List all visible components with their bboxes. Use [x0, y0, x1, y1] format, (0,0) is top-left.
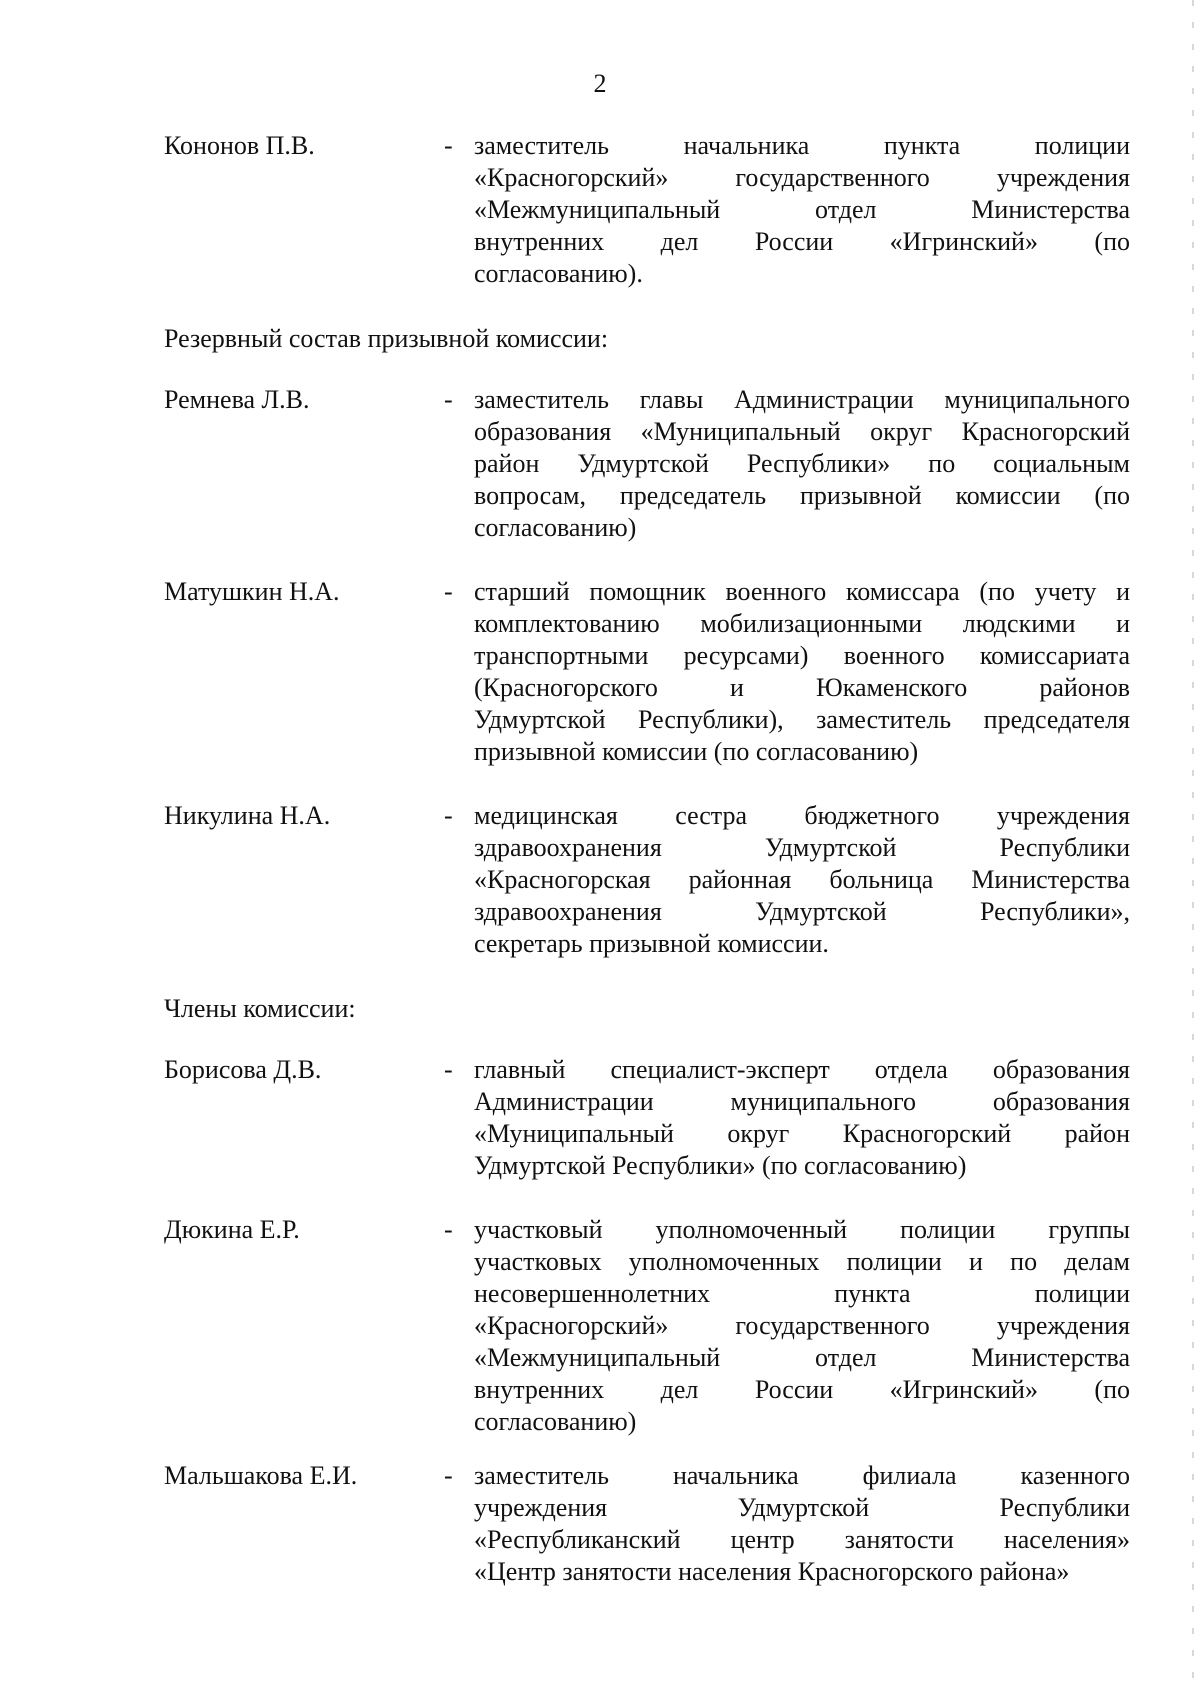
person-name: Ремнева Л.В. [164, 385, 310, 414]
description-line: старший помощник военного комиссара (по учету и [474, 577, 1130, 606]
description-line: согласованию) [474, 1407, 637, 1436]
person-name: Матушкин Н.А. [164, 577, 340, 606]
dash-separator: - [444, 131, 453, 160]
person-name: Кононов П.В. [164, 131, 315, 160]
reserve-heading: Резервный состав призывной комиссии: [164, 324, 609, 353]
description-line: «Центр занятости населения Красногорского района» [474, 1557, 1070, 1586]
description-line: «Красногорская районная больница Министерства [474, 865, 1130, 894]
description-line: согласованию). [474, 259, 643, 288]
description-line: заместитель начальника филиала казенного [474, 1461, 1130, 1490]
position-description [474, 384, 1130, 544]
description-line: призывной комиссии (по согласованию) [474, 737, 919, 766]
description-line: Администрации муниципального образования [474, 1087, 1130, 1116]
dash-separator: - [444, 577, 453, 606]
dash-separator: - [444, 1461, 453, 1490]
dash-separator: - [444, 801, 453, 830]
description-line: «Межмуниципальный отдел Министерства [474, 195, 1130, 224]
description-line: секретарь призывной комиссии. [474, 929, 829, 958]
description-line: «Межмуниципальный отдел Министерства [474, 1343, 1130, 1372]
person-name: Мальшакова Е.И. [164, 1461, 358, 1490]
description-line: согласованию) [474, 513, 637, 542]
position-description [474, 800, 1130, 960]
description-line: образования «Муниципальный округ Красногорский [474, 417, 1130, 446]
description-line: здравоохранения Удмуртской Республики», [474, 897, 1130, 926]
description-line: несовершеннолетних пункта полиции [474, 1279, 1130, 1308]
position-description [474, 576, 1130, 768]
page-number: 2 [593, 69, 607, 98]
position-description [474, 1214, 1130, 1438]
position-description [474, 1460, 1130, 1588]
description-line: участковых уполномоченных полиции и по делам [474, 1247, 1130, 1276]
description-line: район Удмуртской Республики» по социальным [474, 449, 1130, 478]
description-line: комплектованию мобилизационными людскими и [474, 609, 1130, 638]
person-name: Дюкина Е.Р. [164, 1215, 300, 1244]
dash-separator: - [444, 385, 453, 414]
description-line: «Красногорский» государственного учреждения [474, 1311, 1130, 1340]
dash-separator: - [444, 1215, 453, 1244]
description-line: Удмуртской Республики» (по согласованию) [474, 1151, 967, 1180]
description-line: Удмуртской Республики), заместитель председателя [474, 705, 1130, 734]
description-line: «Муниципальный округ Красногорский район [474, 1119, 1130, 1148]
description-line: медицинская сестра бюджетного учреждения [474, 801, 1130, 830]
description-line: внутренних дел России «Игринский» (по [474, 1375, 1130, 1404]
description-line: здравоохранения Удмуртской Республики [474, 833, 1130, 862]
description-line: главный специалист-эксперт отдела образования [474, 1055, 1130, 1084]
description-line: заместитель начальника пункта полиции [474, 131, 1130, 160]
description-line: (Красногорского и Юкаменского районов [474, 673, 1130, 702]
description-line: учреждения Удмуртской Республики [474, 1493, 1130, 1522]
description-line: вопросам, председатель призывной комиссии (по [474, 481, 1130, 510]
description-line: транспортными ресурсами) военного комиссариата [474, 641, 1130, 670]
position-description [474, 1054, 1130, 1182]
description-line: участковый уполномоченный полиции группы [474, 1215, 1130, 1244]
person-name: Никулина Н.А. [164, 801, 331, 830]
dash-separator: - [444, 1055, 453, 1084]
scan-edge-artifact [1192, 0, 1194, 1686]
position-description [474, 130, 1130, 290]
description-line: заместитель главы Администрации муниципального [474, 385, 1130, 414]
description-line: «Республиканский центр занятости населения» [474, 1525, 1130, 1554]
description-line: внутренних дел России «Игринский» (по [474, 227, 1130, 256]
members-heading: Члены комиссии: [164, 994, 356, 1023]
person-name: Борисова Д.В. [164, 1055, 322, 1084]
description-line: «Красногорский» государственного учреждения [474, 163, 1130, 192]
